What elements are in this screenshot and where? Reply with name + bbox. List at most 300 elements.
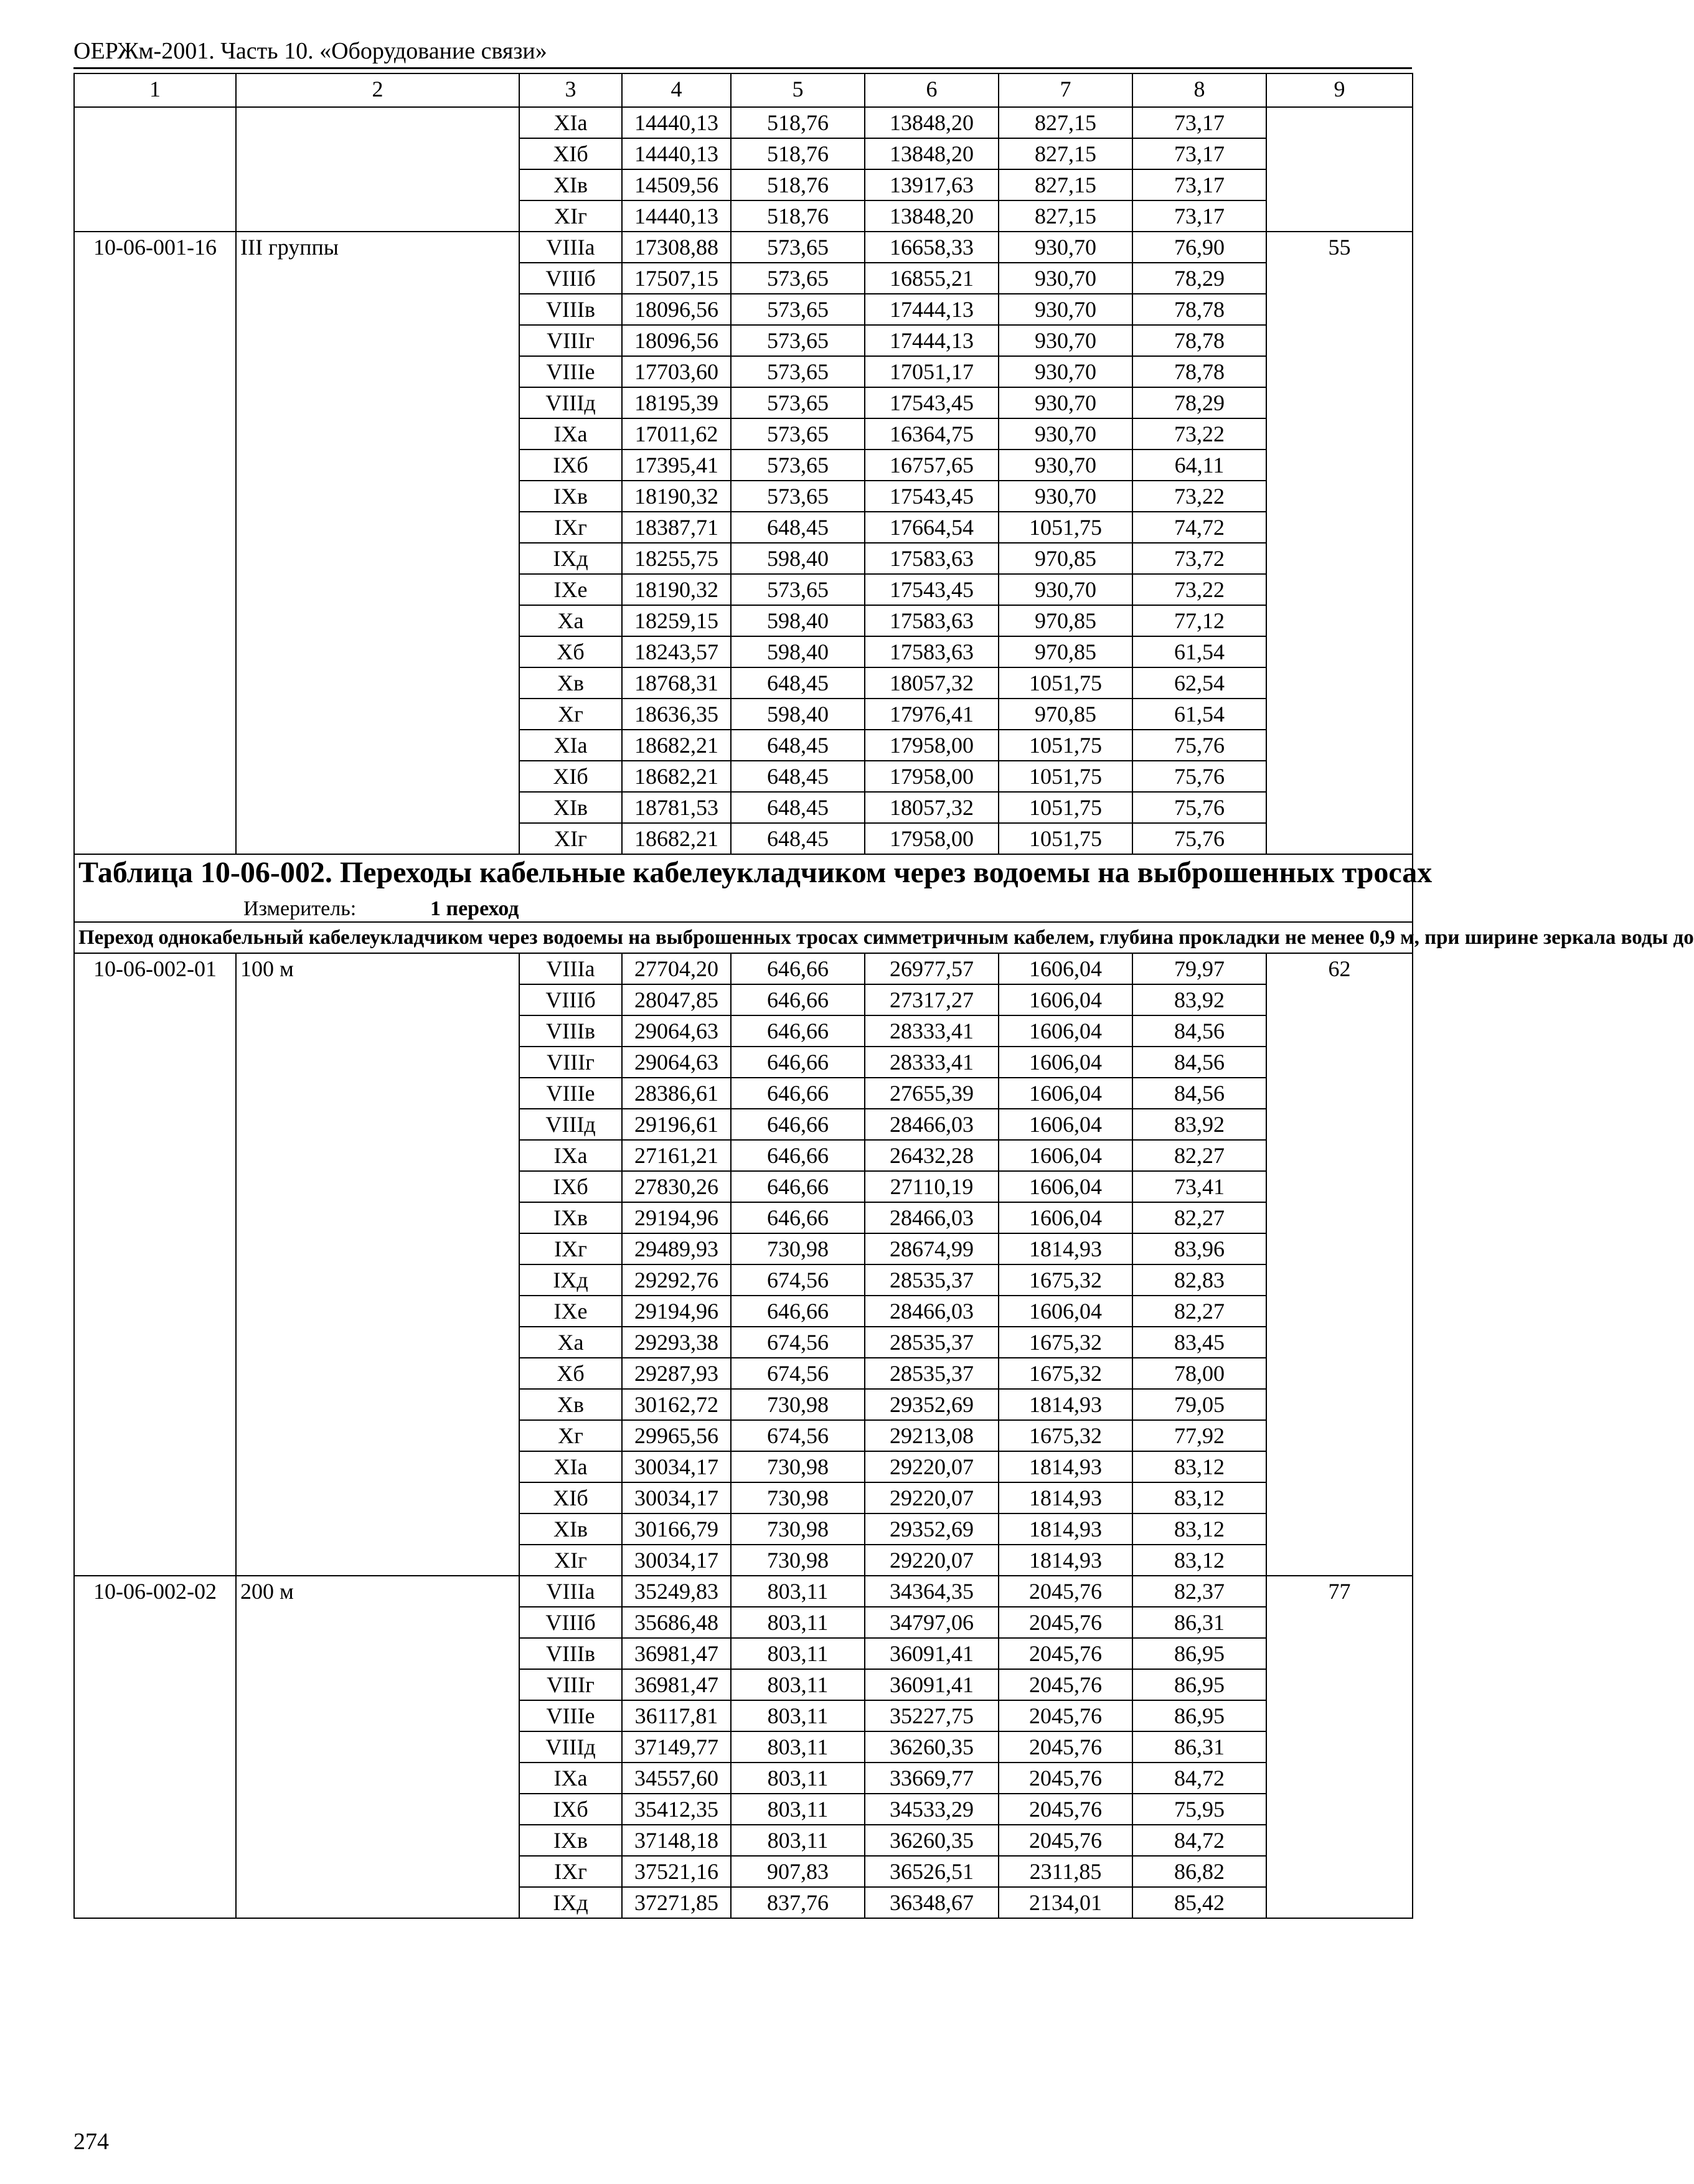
category-cell: XIв (519, 169, 622, 200)
total-cost-cell: 18682,21 (622, 730, 731, 761)
materials-cell: 77,12 (1132, 605, 1266, 636)
operator-wages-cell: 1814,93 (999, 1482, 1132, 1513)
machine-cost-cell: 28535,37 (865, 1264, 999, 1296)
category-cell: VIIIг (519, 1669, 622, 1700)
category-cell: XIб (519, 1482, 622, 1513)
materials-cell: 75,95 (1132, 1794, 1266, 1825)
total-cost-cell: 30034,17 (622, 1451, 731, 1482)
category-cell: XIг (519, 1545, 622, 1576)
operator-wages-cell: 930,70 (999, 481, 1132, 512)
materials-cell: 83,92 (1132, 1109, 1266, 1140)
machine-cost-cell: 28466,03 (865, 1109, 999, 1140)
wages-cell: 573,65 (731, 387, 865, 418)
column-number-row (74, 73, 1413, 107)
total-cost-cell: 17395,41 (622, 450, 731, 481)
category-cell: IXд (519, 1887, 622, 1918)
total-cost-cell: 36117,81 (622, 1700, 731, 1731)
operator-wages-cell: 930,70 (999, 325, 1132, 356)
wages-cell: 803,11 (731, 1794, 865, 1825)
category-cell: IXг (519, 512, 622, 543)
machine-cost-cell: 29213,08 (865, 1420, 999, 1451)
operator-wages-cell: 1606,04 (999, 1171, 1132, 1202)
wages-cell: 518,76 (731, 169, 865, 200)
category-cell: VIIIб (519, 1607, 622, 1638)
category-cell: VIIIг (519, 1047, 622, 1078)
wages-cell: 803,11 (731, 1763, 865, 1794)
machine-cost-cell: 36091,41 (865, 1638, 999, 1669)
machine-cost-cell: 35227,75 (865, 1700, 999, 1731)
category-cell: VIIIд (519, 387, 622, 418)
machine-cost-cell: 27655,39 (865, 1078, 999, 1109)
operator-wages-cell: 1814,93 (999, 1451, 1132, 1482)
wages-cell: 573,65 (731, 356, 865, 387)
total-cost-cell: 30166,79 (622, 1513, 731, 1545)
materials-cell: 73,17 (1132, 107, 1266, 138)
operator-wages-cell: 1675,32 (999, 1358, 1132, 1389)
materials-cell: 86,31 (1132, 1607, 1266, 1638)
wages-cell: 518,76 (731, 200, 865, 232)
operator-wages-cell: 1606,04 (999, 1140, 1132, 1171)
wages-cell: 598,40 (731, 543, 865, 574)
labor-cost-cell: 55 (1266, 232, 1413, 854)
category-cell: VIIIе (519, 356, 622, 387)
wages-cell: 803,11 (731, 1825, 865, 1856)
category-cell: XIв (519, 792, 622, 823)
column-number: 3 (519, 73, 622, 107)
category-cell: Xб (519, 636, 622, 667)
materials-cell: 74,72 (1132, 512, 1266, 543)
total-cost-cell: 28386,61 (622, 1078, 731, 1109)
total-cost-cell: 14509,56 (622, 169, 731, 200)
total-cost-cell: 34557,60 (622, 1763, 731, 1794)
category-cell: VIIIе (519, 1078, 622, 1109)
category-cell: IXа (519, 1140, 622, 1171)
materials-cell: 79,05 (1132, 1389, 1266, 1420)
column-number: 8 (1132, 73, 1266, 107)
machine-cost-cell: 28535,37 (865, 1358, 999, 1389)
total-cost-cell: 18636,35 (622, 699, 731, 730)
wages-cell: 730,98 (731, 1389, 865, 1420)
category-cell: IXб (519, 1171, 622, 1202)
category-cell: VIIIд (519, 1731, 622, 1763)
total-cost-cell: 29965,56 (622, 1420, 731, 1451)
table-title-cell (74, 854, 1433, 922)
wages-cell: 837,76 (731, 1887, 865, 1918)
wages-cell: 646,66 (731, 1015, 865, 1047)
machine-cost-cell: 17051,17 (865, 356, 999, 387)
materials-cell: 86,31 (1132, 1731, 1266, 1763)
category-cell: VIIIв (519, 1638, 622, 1669)
operator-wages-cell: 827,15 (999, 138, 1132, 169)
total-cost-cell: 29196,61 (622, 1109, 731, 1140)
wages-cell: 730,98 (731, 1451, 865, 1482)
operator-wages-cell: 1051,75 (999, 761, 1132, 792)
category-cell: VIIIб (519, 984, 622, 1015)
category-cell: VIIIа (519, 232, 622, 263)
machine-cost-cell: 17444,13 (865, 325, 999, 356)
column-number: 1 (74, 73, 236, 107)
operator-wages-cell: 1051,75 (999, 512, 1132, 543)
materials-cell: 82,37 (1132, 1576, 1266, 1607)
machine-cost-cell: 17976,41 (865, 699, 999, 730)
total-cost-cell: 36981,47 (622, 1669, 731, 1700)
machine-cost-cell: 17958,00 (865, 730, 999, 761)
machine-cost-cell: 28466,03 (865, 1296, 999, 1327)
category-cell: IXе (519, 1296, 622, 1327)
materials-cell: 73,41 (1132, 1171, 1266, 1202)
category-cell: IXв (519, 481, 622, 512)
total-cost-cell: 37149,77 (622, 1731, 731, 1763)
wages-cell: 646,66 (731, 1202, 865, 1233)
operator-wages-cell: 1814,93 (999, 1545, 1132, 1576)
machine-cost-cell: 29220,07 (865, 1545, 999, 1576)
category-cell: VIIIг (519, 325, 622, 356)
machine-cost-cell: 17543,45 (865, 481, 999, 512)
materials-cell: 86,95 (1132, 1638, 1266, 1669)
total-cost-cell: 17507,15 (622, 263, 731, 294)
wages-cell: 648,45 (731, 667, 865, 699)
operator-wages-cell: 1675,32 (999, 1264, 1132, 1296)
materials-cell: 84,72 (1132, 1763, 1266, 1794)
machine-cost-cell: 13917,63 (865, 169, 999, 200)
rate-code-cell: 10-06-001-16 (74, 232, 236, 854)
category-cell: VIIIв (519, 294, 622, 325)
wages-cell: 573,65 (731, 481, 865, 512)
category-cell: IXе (519, 574, 622, 605)
total-cost-cell: 27704,20 (622, 953, 731, 984)
wages-cell: 646,66 (731, 1078, 865, 1109)
rates-table (73, 73, 1694, 1919)
operator-wages-cell: 1606,04 (999, 1202, 1132, 1233)
materials-cell: 79,97 (1132, 953, 1266, 984)
wages-cell: 573,65 (731, 263, 865, 294)
category-cell: XIб (519, 761, 622, 792)
meter-line (78, 894, 1408, 921)
machine-cost-cell: 34533,29 (865, 1794, 999, 1825)
operator-wages-cell: 2045,76 (999, 1794, 1132, 1825)
category-cell: VIIIа (519, 953, 622, 984)
total-cost-cell: 30034,17 (622, 1545, 731, 1576)
operator-wages-cell: 2045,76 (999, 1576, 1132, 1607)
meter-value: 1 переход (430, 897, 519, 920)
materials-cell: 73,22 (1132, 574, 1266, 605)
wages-cell: 674,56 (731, 1420, 865, 1451)
machine-cost-cell: 13848,20 (865, 200, 999, 232)
work-name-cell (236, 107, 519, 232)
rate-code-cell (74, 107, 236, 232)
category-cell: IXг (519, 1233, 622, 1264)
total-cost-cell: 18682,21 (622, 761, 731, 792)
category-cell: XIа (519, 107, 622, 138)
wages-cell: 646,66 (731, 1140, 865, 1171)
total-cost-cell: 35686,48 (622, 1607, 731, 1638)
work-name-cell: 100 м (236, 953, 519, 1576)
operator-wages-cell: 2045,76 (999, 1638, 1132, 1669)
operator-wages-cell: 930,70 (999, 263, 1132, 294)
operator-wages-cell: 1606,04 (999, 1078, 1132, 1109)
category-cell: Xа (519, 605, 622, 636)
machine-cost-cell: 17583,63 (865, 543, 999, 574)
total-cost-cell: 30034,17 (622, 1482, 731, 1513)
wages-cell: 573,65 (731, 574, 865, 605)
wages-cell: 674,56 (731, 1264, 865, 1296)
total-cost-cell: 18682,21 (622, 823, 731, 854)
operator-wages-cell: 1606,04 (999, 1015, 1132, 1047)
category-cell: IXа (519, 418, 622, 450)
machine-cost-cell: 28333,41 (865, 1047, 999, 1078)
wages-cell: 730,98 (731, 1545, 865, 1576)
wages-cell: 646,66 (731, 984, 865, 1015)
table-row (74, 232, 1413, 263)
wages-cell: 648,45 (731, 512, 865, 543)
total-cost-cell: 18096,56 (622, 294, 731, 325)
wages-cell: 648,45 (731, 792, 865, 823)
materials-cell: 78,78 (1132, 325, 1266, 356)
machine-cost-cell: 16658,33 (865, 232, 999, 263)
category-cell: VIIIб (519, 263, 622, 294)
total-cost-cell: 28047,85 (622, 984, 731, 1015)
total-cost-cell: 29064,63 (622, 1015, 731, 1047)
wages-cell: 573,65 (731, 418, 865, 450)
category-cell: XIа (519, 1451, 622, 1482)
machine-cost-cell: 33669,77 (865, 1763, 999, 1794)
total-cost-cell: 29489,93 (622, 1233, 731, 1264)
materials-cell: 83,45 (1132, 1327, 1266, 1358)
operator-wages-cell: 2045,76 (999, 1763, 1132, 1794)
wages-cell: 730,98 (731, 1482, 865, 1513)
total-cost-cell: 29293,38 (622, 1327, 731, 1358)
operator-wages-cell: 930,70 (999, 450, 1132, 481)
page-number: 274 (73, 2129, 109, 2155)
category-cell: Xб (519, 1358, 622, 1389)
machine-cost-cell: 16364,75 (865, 418, 999, 450)
operator-wages-cell: 930,70 (999, 232, 1132, 263)
category-cell: Xв (519, 667, 622, 699)
machine-cost-cell: 18057,32 (865, 792, 999, 823)
operator-wages-cell: 2045,76 (999, 1731, 1132, 1763)
total-cost-cell: 14440,13 (622, 138, 731, 169)
operator-wages-cell: 1606,04 (999, 1296, 1132, 1327)
operator-wages-cell: 970,85 (999, 543, 1132, 574)
materials-cell: 83,12 (1132, 1451, 1266, 1482)
machine-cost-cell: 27317,27 (865, 984, 999, 1015)
total-cost-cell: 29287,93 (622, 1358, 731, 1389)
total-cost-cell: 18195,39 (622, 387, 731, 418)
materials-cell: 78,00 (1132, 1358, 1266, 1389)
total-cost-cell: 18243,57 (622, 636, 731, 667)
operator-wages-cell: 930,70 (999, 356, 1132, 387)
operator-wages-cell: 827,15 (999, 107, 1132, 138)
total-cost-cell: 35249,83 (622, 1576, 731, 1607)
category-cell: Xг (519, 699, 622, 730)
materials-cell: 77,92 (1132, 1420, 1266, 1451)
machine-cost-cell: 17543,45 (865, 387, 999, 418)
table-title-row (74, 854, 1413, 922)
machine-cost-cell: 28466,03 (865, 1202, 999, 1233)
machine-cost-cell: 34364,35 (865, 1576, 999, 1607)
machine-cost-cell: 17583,63 (865, 605, 999, 636)
operator-wages-cell: 970,85 (999, 699, 1132, 730)
total-cost-cell: 37521,16 (622, 1856, 731, 1887)
materials-cell: 78,78 (1132, 294, 1266, 325)
machine-cost-cell: 36260,35 (865, 1825, 999, 1856)
operator-wages-cell: 930,70 (999, 294, 1132, 325)
operator-wages-cell: 930,70 (999, 387, 1132, 418)
category-cell: IXб (519, 1794, 622, 1825)
operator-wages-cell: 1606,04 (999, 1109, 1132, 1140)
total-cost-cell: 18768,31 (622, 667, 731, 699)
materials-cell: 78,29 (1132, 387, 1266, 418)
total-cost-cell: 37271,85 (622, 1887, 731, 1918)
wages-cell: 598,40 (731, 636, 865, 667)
materials-cell: 61,54 (1132, 636, 1266, 667)
table-title: Таблица 10-06-002. Переходы кабельные кабелеукладчиком через водоемы на выброшенных тросах (78, 856, 1433, 889)
wages-cell: 573,65 (731, 325, 865, 356)
column-number: 6 (865, 73, 999, 107)
operator-wages-cell: 2311,85 (999, 1856, 1132, 1887)
total-cost-cell: 14440,13 (622, 200, 731, 232)
machine-cost-cell: 16757,65 (865, 450, 999, 481)
category-cell: XIв (519, 1513, 622, 1545)
operator-wages-cell: 1051,75 (999, 730, 1132, 761)
total-cost-cell: 27830,26 (622, 1171, 731, 1202)
table-row (74, 1576, 1413, 1607)
category-cell: IXв (519, 1202, 622, 1233)
wages-cell: 674,56 (731, 1358, 865, 1389)
category-cell: VIIIв (519, 1015, 622, 1047)
wages-cell: 674,56 (731, 1327, 865, 1358)
operator-wages-cell: 1675,32 (999, 1327, 1132, 1358)
wages-cell: 648,45 (731, 761, 865, 792)
category-cell: VIIIд (519, 1109, 622, 1140)
operator-wages-cell: 827,15 (999, 200, 1132, 232)
total-cost-cell: 17011,62 (622, 418, 731, 450)
total-cost-cell: 27161,21 (622, 1140, 731, 1171)
materials-cell: 78,29 (1132, 263, 1266, 294)
machine-cost-cell: 17958,00 (865, 823, 999, 854)
machine-cost-cell: 13848,20 (865, 107, 999, 138)
machine-cost-cell: 27110,19 (865, 1171, 999, 1202)
operator-wages-cell: 2134,01 (999, 1887, 1132, 1918)
materials-cell: 64,11 (1132, 450, 1266, 481)
meter-label: Измеритель: (243, 897, 357, 920)
materials-cell: 73,22 (1132, 481, 1266, 512)
materials-cell: 83,12 (1132, 1545, 1266, 1576)
total-cost-cell: 18190,32 (622, 574, 731, 605)
operator-wages-cell: 930,70 (999, 418, 1132, 450)
operator-wages-cell: 1606,04 (999, 953, 1132, 984)
machine-cost-cell: 34797,06 (865, 1607, 999, 1638)
materials-cell: 75,76 (1132, 792, 1266, 823)
machine-cost-cell: 13848,20 (865, 138, 999, 169)
total-cost-cell: 29064,63 (622, 1047, 731, 1078)
category-cell: XIг (519, 823, 622, 854)
materials-cell: 83,12 (1132, 1482, 1266, 1513)
materials-cell: 86,82 (1132, 1856, 1266, 1887)
wages-cell: 646,66 (731, 953, 865, 984)
operator-wages-cell: 930,70 (999, 574, 1132, 605)
operator-wages-cell: 1051,75 (999, 667, 1132, 699)
machine-cost-cell: 17444,13 (865, 294, 999, 325)
wages-cell: 803,11 (731, 1700, 865, 1731)
operator-wages-cell: 2045,76 (999, 1825, 1132, 1856)
machine-cost-cell: 36348,67 (865, 1887, 999, 1918)
wages-cell: 803,11 (731, 1669, 865, 1700)
total-cost-cell: 18781,53 (622, 792, 731, 823)
work-name-cell: 200 м (236, 1576, 519, 1918)
wages-cell: 803,11 (731, 1731, 865, 1763)
total-cost-cell: 35412,35 (622, 1794, 731, 1825)
materials-cell: 83,92 (1132, 984, 1266, 1015)
operator-wages-cell: 1051,75 (999, 823, 1132, 854)
materials-cell: 75,76 (1132, 823, 1266, 854)
operator-wages-cell: 970,85 (999, 605, 1132, 636)
operator-wages-cell: 1051,75 (999, 792, 1132, 823)
wages-cell: 573,65 (731, 450, 865, 481)
total-cost-cell: 18259,15 (622, 605, 731, 636)
operator-wages-cell: 2045,76 (999, 1607, 1132, 1638)
labor-cost-cell (1266, 107, 1413, 232)
materials-cell: 84,56 (1132, 1015, 1266, 1047)
operator-wages-cell: 1606,04 (999, 984, 1132, 1015)
total-cost-cell: 14440,13 (622, 107, 731, 138)
machine-cost-cell: 17543,45 (865, 574, 999, 605)
machine-cost-cell: 36091,41 (865, 1669, 999, 1700)
materials-cell: 82,27 (1132, 1202, 1266, 1233)
total-cost-cell: 36981,47 (622, 1638, 731, 1669)
wages-cell: 646,66 (731, 1296, 865, 1327)
total-cost-cell: 37148,18 (622, 1825, 731, 1856)
materials-cell: 62,54 (1132, 667, 1266, 699)
operator-wages-cell: 1814,93 (999, 1389, 1132, 1420)
materials-cell: 86,95 (1132, 1700, 1266, 1731)
materials-cell: 73,72 (1132, 543, 1266, 574)
total-cost-cell: 29292,76 (622, 1264, 731, 1296)
materials-cell: 83,12 (1132, 1513, 1266, 1545)
machine-cost-cell: 36260,35 (865, 1731, 999, 1763)
category-cell: VIIIа (519, 1576, 622, 1607)
wages-cell: 730,98 (731, 1233, 865, 1264)
operator-wages-cell: 1814,93 (999, 1233, 1132, 1264)
total-cost-cell: 18190,32 (622, 481, 731, 512)
wages-cell: 573,65 (731, 294, 865, 325)
wages-cell: 646,66 (731, 1109, 865, 1140)
category-cell: Xа (519, 1327, 622, 1358)
materials-cell: 73,17 (1132, 138, 1266, 169)
operator-wages-cell: 827,15 (999, 169, 1132, 200)
materials-cell: 61,54 (1132, 699, 1266, 730)
machine-cost-cell: 26977,57 (865, 953, 999, 984)
category-cell: Xв (519, 1389, 622, 1420)
machine-cost-cell: 18057,32 (865, 667, 999, 699)
column-number: 4 (622, 73, 731, 107)
category-cell: VIIIе (519, 1700, 622, 1731)
machine-cost-cell: 28535,37 (865, 1327, 999, 1358)
materials-cell: 84,56 (1132, 1078, 1266, 1109)
operator-wages-cell: 970,85 (999, 636, 1132, 667)
category-cell: IXг (519, 1856, 622, 1887)
category-cell: XIг (519, 200, 622, 232)
materials-cell: 84,72 (1132, 1825, 1266, 1856)
materials-cell: 78,78 (1132, 356, 1266, 387)
materials-cell: 76,90 (1132, 232, 1266, 263)
operator-wages-cell: 1814,93 (999, 1513, 1132, 1545)
machine-cost-cell: 36526,51 (865, 1856, 999, 1887)
materials-cell: 86,95 (1132, 1669, 1266, 1700)
wages-cell: 648,45 (731, 730, 865, 761)
category-cell: IXв (519, 1825, 622, 1856)
wages-cell: 646,66 (731, 1047, 865, 1078)
